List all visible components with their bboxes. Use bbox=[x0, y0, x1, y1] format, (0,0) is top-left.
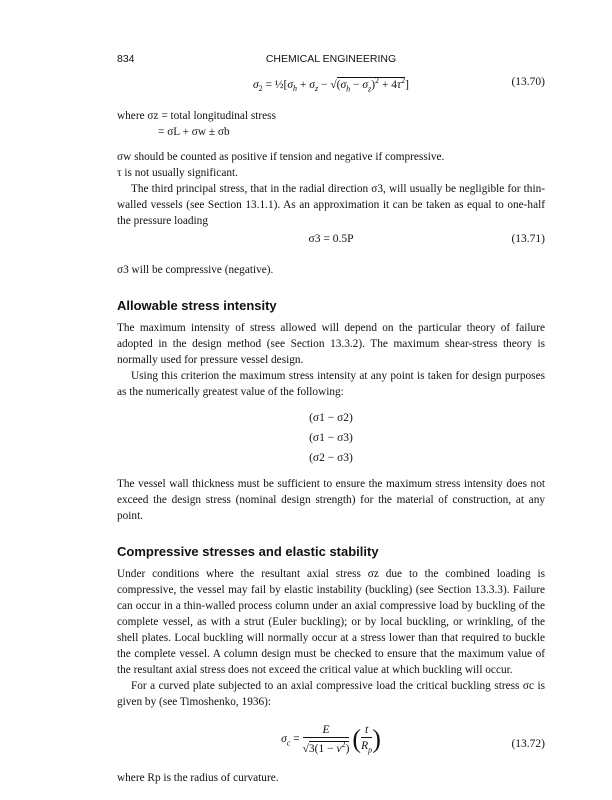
equation-13-70 bbox=[117, 72, 545, 96]
equation-13-70-number: (13.70) bbox=[511, 76, 545, 88]
stress-list bbox=[117, 408, 545, 468]
equation-13-71 bbox=[117, 229, 545, 253]
paragraph-third-principal: The third principal stress, that in the radial direction σ3, will usually be negligible for thin-walled vessels (see Section 13.1.1). As an approximation it can be taken as equal to one-half the pressure loading bbox=[117, 183, 545, 227]
heading-allowable-stress: Allowable stress intensity bbox=[117, 298, 277, 313]
equation-13-72-formula: $\sigma_c$ = $\frac{E}{√3(1 - v^2)}$ ( $\frac{t}{R_p}$ ) bbox=[281, 724, 381, 755]
paragraph-compressive-2: For a curved plate subjected to an axial compressive load the critical buckling stress σc is given by (see Timoshenko, 1936): bbox=[117, 680, 545, 708]
stress-list-item: (σ1 − σ2) bbox=[309, 412, 353, 424]
paragraph-tau: τ is not usually significant. bbox=[117, 167, 238, 179]
stress-list-item: (σ2 − σ3) bbox=[309, 452, 353, 464]
where-line-1: where σz = total longitudinal stress bbox=[117, 110, 276, 122]
running-title: CHEMICAL ENGINEERING bbox=[265, 53, 397, 65]
paragraph-radius: where Rp is the radius of curvature. bbox=[117, 772, 279, 784]
equation-13-71-formula: σ3 = 0.5P bbox=[308, 233, 354, 245]
equation-13-70-formula: $\sigma_2$ = $\frac{1}{2}[\sigma_h + \sigma_z - √(\sigma_h - \sigma_z)^2 + 4\tau^2]$ bbox=[252, 76, 410, 94]
equation-13-72 bbox=[117, 718, 545, 770]
paragraph-sigma3: σ3 will be compressive (negative). bbox=[117, 264, 274, 276]
page-header bbox=[117, 53, 545, 67]
equation-13-72-number: (13.72) bbox=[511, 738, 545, 750]
page-body bbox=[117, 72, 545, 786]
page-number: 834 bbox=[117, 53, 135, 65]
paragraph-sigma-w: σw should be counted as positive if tension and negative if compressive. bbox=[117, 151, 445, 163]
where-line-2: = σL + σw ± σb bbox=[158, 126, 230, 138]
paragraph-allowable-2: Using this criterion the maximum stress intensity at any point is taken for design purposes as the numerically greatest value of the following: bbox=[117, 370, 545, 398]
paragraph-compressive-1: Under conditions where the resultant axial stress σz due to the combined loading is compressive, the vessel may fail by elastic instability (buckling) (see Section 13.3.3). Failure can occur in a thin-walled process column under an axial compressive load by buckling of the complete vessel, as with a strut (Euler buckling); or by local buckling, or wrinkling, of the shell plates. Local buckling will normally occur at a stress lower than that required to buckle the complete vessel. A column design must be checked to ensure that the maximum value of the resultant axial stress does not exceed the critical value at which buckling will occur. bbox=[117, 568, 545, 676]
equation-13-71-number: (13.71) bbox=[511, 233, 545, 245]
paragraph-allowable-3: The vessel wall thickness must be sufficient to ensure the maximum stress intensity does not exceed the design stress (nominal design strength) for the material of construction, at any point. bbox=[117, 478, 545, 522]
stress-list-item: (σ1 − σ3) bbox=[309, 432, 353, 444]
heading-compressive-stresses: Compressive stresses and elastic stability bbox=[117, 544, 379, 559]
paragraph-allowable-1: The maximum intensity of stress allowed will depend on the particular theory of failure adopted in the design method (see Section 13.3.2). The maximum shear-stress theory is normally used for pressure vessel design. bbox=[117, 322, 545, 366]
